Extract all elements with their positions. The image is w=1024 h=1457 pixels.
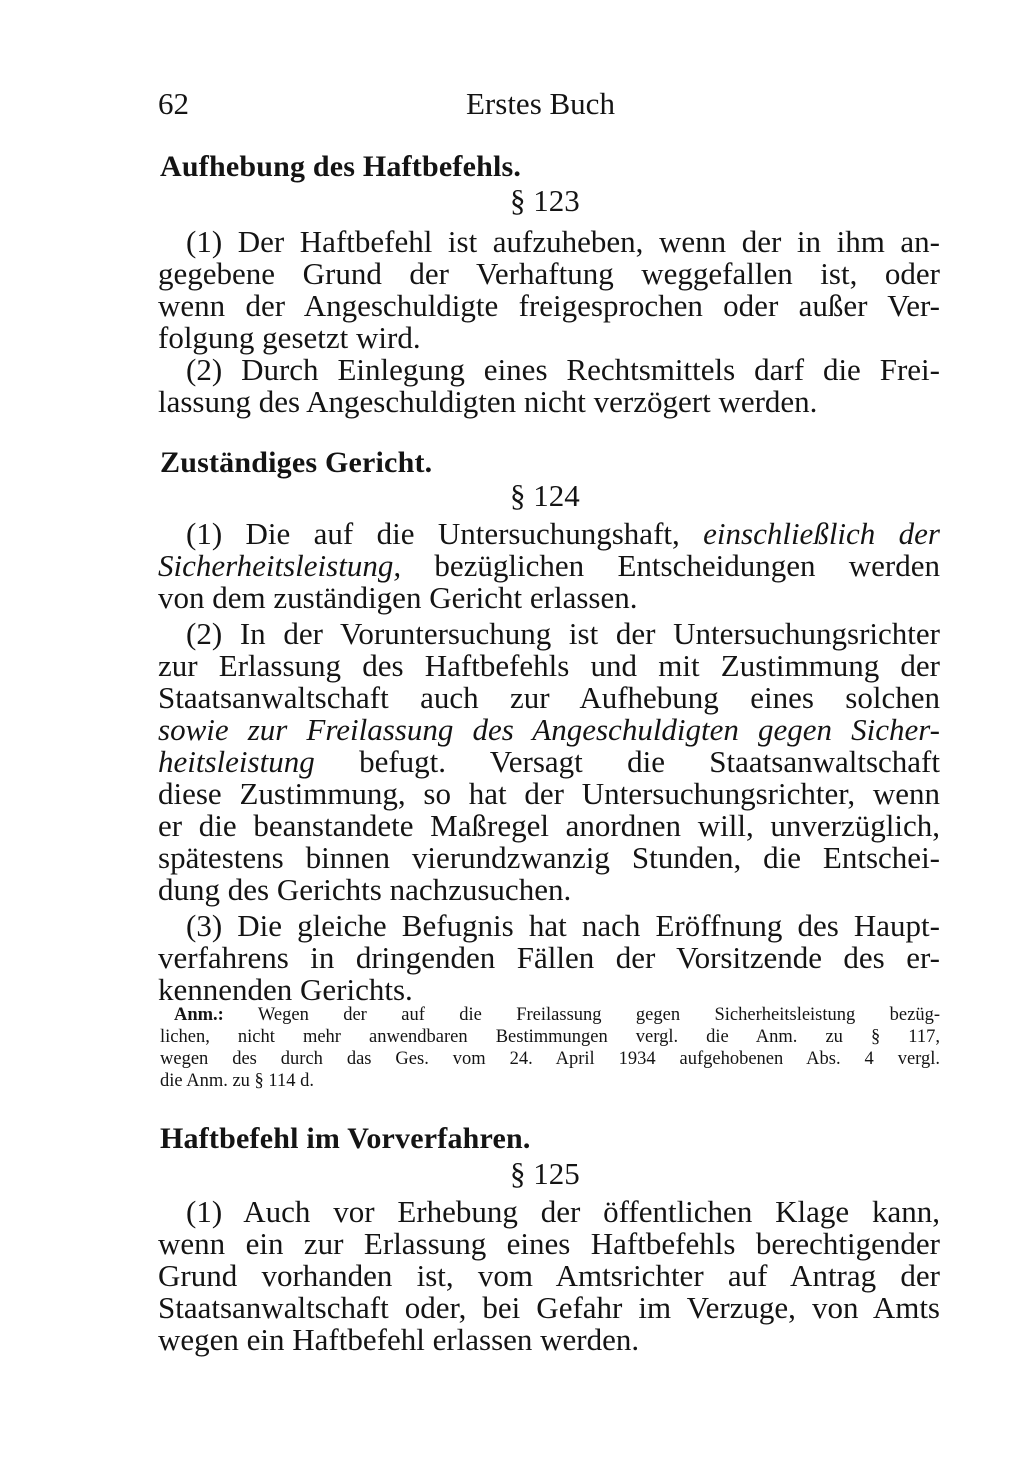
paragraph-number-123: § 123	[510, 183, 580, 218]
text-line: spätestens binnen vierundzwanzig Stunden, die Entschei-	[158, 840, 940, 875]
text-line: er die beanstandete Maßregel anordnen will, unverzüglich,	[158, 808, 940, 843]
section-heading-125: Haftbefehl im Vorverfahren.	[160, 1122, 531, 1155]
text-line: Sicherheitsleistung, bezüglichen Entscheidungen werden	[158, 548, 940, 583]
text-line: Grund vorhanden ist, vom Amtsrichter auf Antrag der	[158, 1258, 940, 1293]
paragraph-number-124: § 124	[510, 478, 580, 513]
note-line: wegen des durch das Ges. vom 24. April 1934 aufgehobenen Abs. 4 vergl.	[160, 1049, 940, 1069]
text-line: wegen ein Haftbefehl erlassen werden.	[158, 1322, 640, 1357]
note-line: lichen, nicht mehr anwendbaren Bestimmungen vergl. die Anm. zu § 117,	[160, 1027, 940, 1047]
page-header	[158, 86, 940, 126]
text-line: verfahrens in dringenden Fällen der Vorsitzende des er-	[158, 940, 940, 975]
text-line: wenn ein zur Erlassung eines Haftbefehls berechtigender	[158, 1226, 940, 1261]
page-number: 62	[158, 86, 189, 121]
text-line: zur Erlassung des Haftbefehls und mit Zustimmung der	[158, 648, 940, 683]
paragraph-number-125: § 125	[510, 1156, 580, 1191]
text-line: heitsleistung befugt. Versagt die Staatsanwaltschaft	[158, 744, 940, 779]
text-line: diese Zustimmung, so hat der Untersuchungsrichter, wenn	[158, 776, 940, 811]
text-line: kennenden Gerichts.	[158, 972, 413, 1007]
text-line: (1) Auch vor Erhebung der öffentlichen Klage kann,	[186, 1194, 940, 1229]
section-heading-123: Aufhebung des Haftbefehls.	[160, 150, 522, 183]
note-line: die Anm. zu § 114 d.	[160, 1071, 314, 1091]
text-line: wenn der Angeschuldigte freigesprochen oder außer Ver-	[158, 288, 940, 323]
text-line: dung des Gerichts nachzusuchen.	[158, 872, 572, 907]
section-heading-124: Zuständiges Gericht.	[160, 446, 433, 479]
text-line: (1) Die auf die Untersuchungshaft, einschließlich der	[186, 516, 940, 551]
text-line: Staatsanwaltschaft auch zur Aufhebung eines solchen	[158, 680, 940, 715]
text-line: sowie zur Freilassung des Angeschuldigten gegen Sicher-	[158, 712, 940, 747]
text-line: Staatsanwaltschaft oder, bei Gefahr im Verzuge, von Amts	[158, 1290, 940, 1325]
text-line: folgung gesetzt wird.	[158, 320, 421, 355]
text-line: (1) Der Haftbefehl ist aufzuheben, wenn der in ihm an-	[186, 224, 940, 259]
text-line: (2) Durch Einlegung eines Rechtsmittels darf die Frei-	[186, 352, 940, 387]
text-line: (2) In der Voruntersuchung ist der Untersuchungsrichter	[186, 616, 940, 651]
note-label: Anm.:	[174, 1005, 224, 1025]
text-line: gegebene Grund der Verhaftung weggefallen ist, oder	[158, 256, 940, 291]
text-line: von dem zuständigen Gericht erlassen.	[158, 580, 638, 615]
text-line: (3) Die gleiche Befugnis hat nach Eröffnung des Haupt-	[186, 908, 940, 943]
running-title: Erstes Buch	[466, 86, 615, 121]
text-line: lassung des Angeschuldigten nicht verzögert werden.	[158, 384, 818, 419]
note-line: Anm.: Wegen der auf die Freilassung gegen Sicherheitsleistung bezüg-	[174, 1005, 940, 1025]
